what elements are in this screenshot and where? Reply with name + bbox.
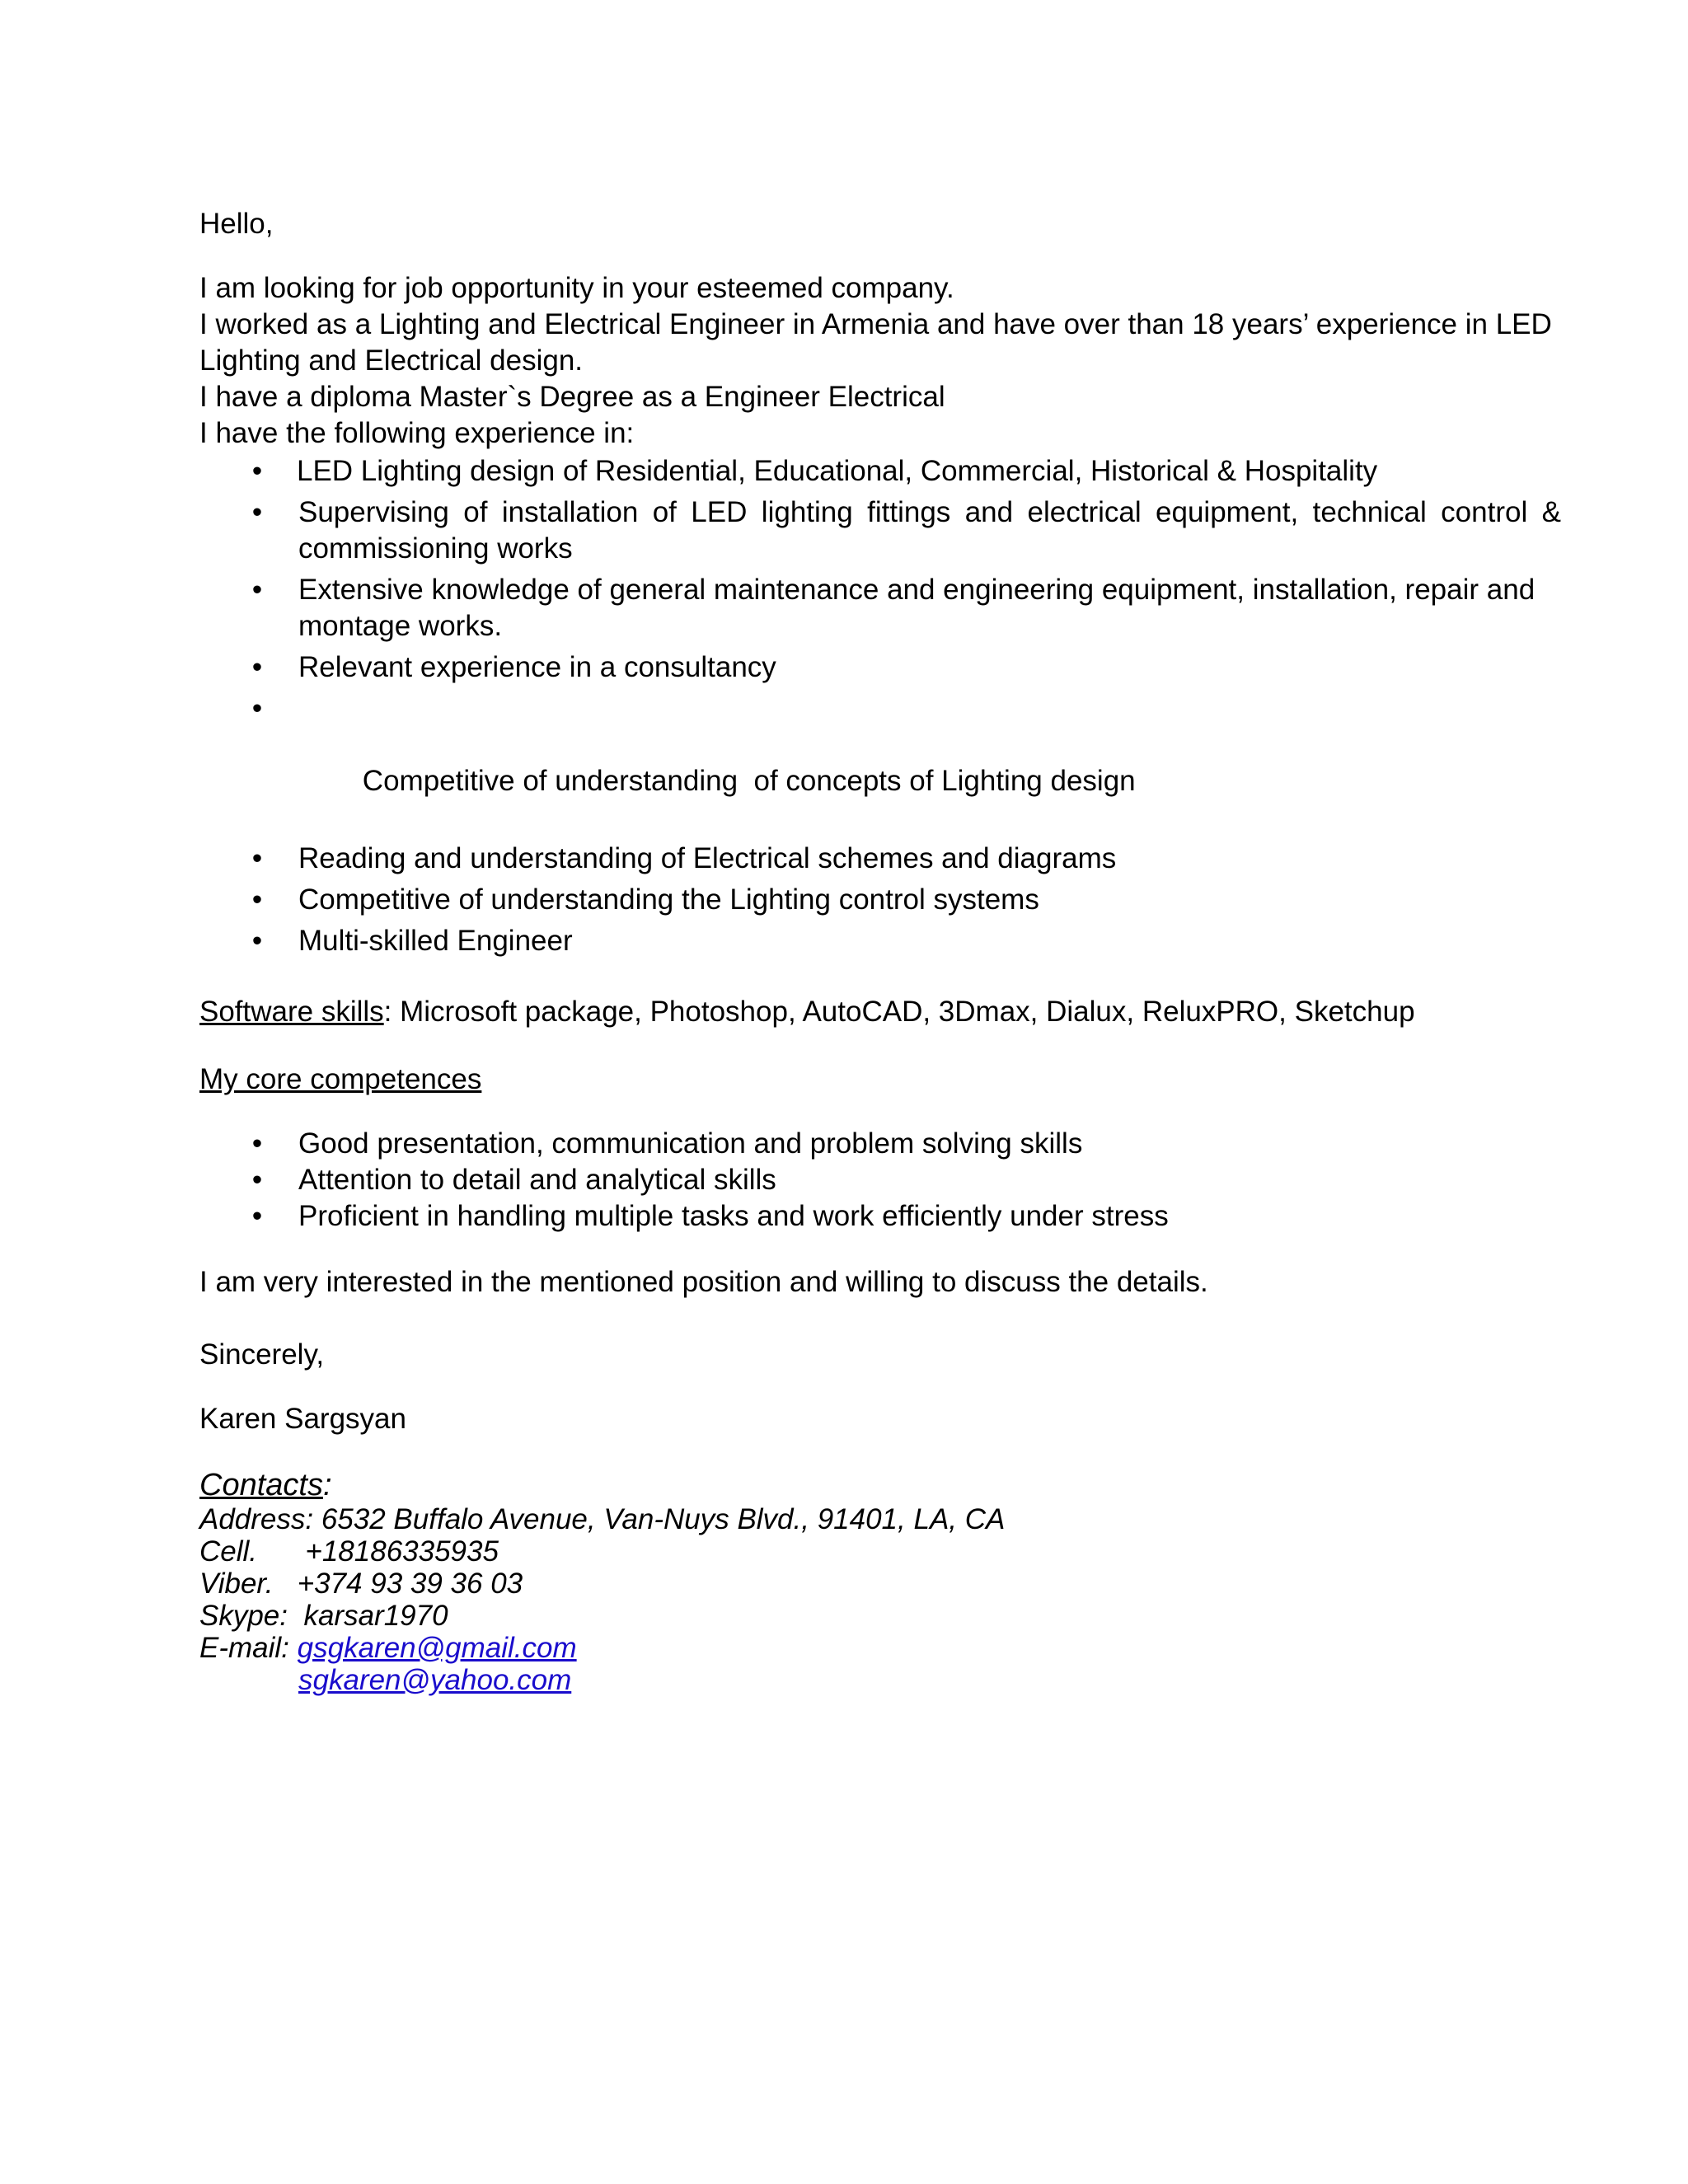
experience-item [199,882,1561,918]
experience-item [199,649,1561,686]
bullet-icon: • [251,1200,263,1232]
bullet-icon: • [251,842,263,874]
bullet-icon: • [251,692,263,724]
experience-item [199,453,1561,490]
contact-cell [199,1535,1561,1568]
experience-item-text: Supervising of installation of LED lighting fittings and electrical equipment, technical control & commissioning works [298,496,1561,565]
experience-item-text: Multi-skilled Engineer [298,925,573,957]
software-skills-label: Software skills [199,996,384,1028]
experience-item-text: LED Lighting design of Residential, Educational, Commercial, Historical & Hospitality [297,455,1378,487]
contact-address: Address: 6532 Buffalo Avenue, Van-Nuys Blvd., 91401, LA, CA [199,1503,1006,1535]
core-item-text: Good presentation, communication and problem solving skills [298,1127,1083,1160]
signature-name: Karen Sargsyan [199,1403,406,1435]
experience-item [199,572,1561,644]
contact-cell-label: Cell. [199,1535,258,1568]
contact-email-label: E-mail: [199,1632,289,1664]
intro-paragraph [199,270,1561,452]
contact-cell-value: +18186335935 [305,1535,499,1568]
closing-sentence: I am very interested in the mentioned position and willing to discuss the details. [199,1266,1208,1298]
core-item-text: Proficient in handling multiple tasks and work efficiently under stress [298,1200,1169,1232]
contacts-heading-label: Contacts [199,1468,323,1502]
contact-viber [199,1568,1561,1600]
core-competences-heading: My core competences [199,1063,482,1095]
experience-item [199,923,1561,959]
contact-viber-value: +374 93 39 36 03 [297,1568,523,1600]
contact-skype [199,1600,1561,1632]
bullet-icon: • [251,496,263,528]
core-competences-list [199,1126,1561,1235]
core-item [199,1162,1561,1198]
core-item [199,1198,1561,1235]
bullet-icon: • [251,1127,263,1160]
bullet-icon: • [251,883,263,916]
experience-item [199,691,1561,836]
core-item [199,1126,1561,1162]
software-skills-value: : Microsoft package, Photoshop, AutoCAD, 3Dmax, Dialux, ReluxPRO, Sketchup [383,996,1415,1028]
experience-item [199,841,1561,877]
sign-off: Sincerely, [199,1338,325,1371]
intro-line: I have a diploma Master`s Degree as a Engineer Electrical [199,381,945,413]
contact-viber-label: Viber. [199,1568,274,1600]
contacts-heading [199,1467,1561,1503]
bullet-icon: • [251,455,263,487]
contact-email-secondary [199,1664,1561,1696]
experience-item-text: Competitive of understanding of concepts of Lighting design [362,765,1136,797]
contact-email [199,1632,1561,1664]
contact-skype-label: Skype: [199,1600,288,1632]
email-link-primary[interactable]: gsgkaren@gmail.com [297,1632,577,1664]
intro-line: I have the following experience in: [199,417,635,449]
intro-line: I am looking for job opportunity in your esteemed company. [199,272,954,304]
experience-item-text: Extensive knowledge of general maintenance and engineering equipment, installation, repair and montage works. [298,574,1536,642]
bullet-icon: • [251,925,263,957]
contacts-block [199,1467,1561,1696]
core-item-text: Attention to detail and analytical skills [298,1164,776,1196]
bullet-icon: • [251,574,263,606]
experience-item-text: Relevant experience in a consultancy [298,651,776,683]
experience-list [199,453,1561,959]
bullet-icon: • [251,651,263,683]
intro-line: I worked as a Lighting and Electrical Engineer in Armenia and have over than 18 years’ experience in LED Lighting and Electrical design. [199,308,1552,377]
contacts-heading-colon: : [322,1468,332,1502]
experience-item-text: Competitive of understanding the Lighting control systems [298,883,1039,916]
software-skills-line [199,994,1561,1030]
contact-skype-value: karsar1970 [303,1600,448,1632]
experience-item [199,494,1561,567]
letter-body [199,206,1561,1696]
bullet-icon: • [251,1164,263,1196]
email-link-secondary[interactable]: sgkaren@yahoo.com [298,1664,572,1696]
experience-item-text: Reading and understanding of Electrical schemes and diagrams [298,842,1117,874]
greeting: Hello, [199,208,274,240]
